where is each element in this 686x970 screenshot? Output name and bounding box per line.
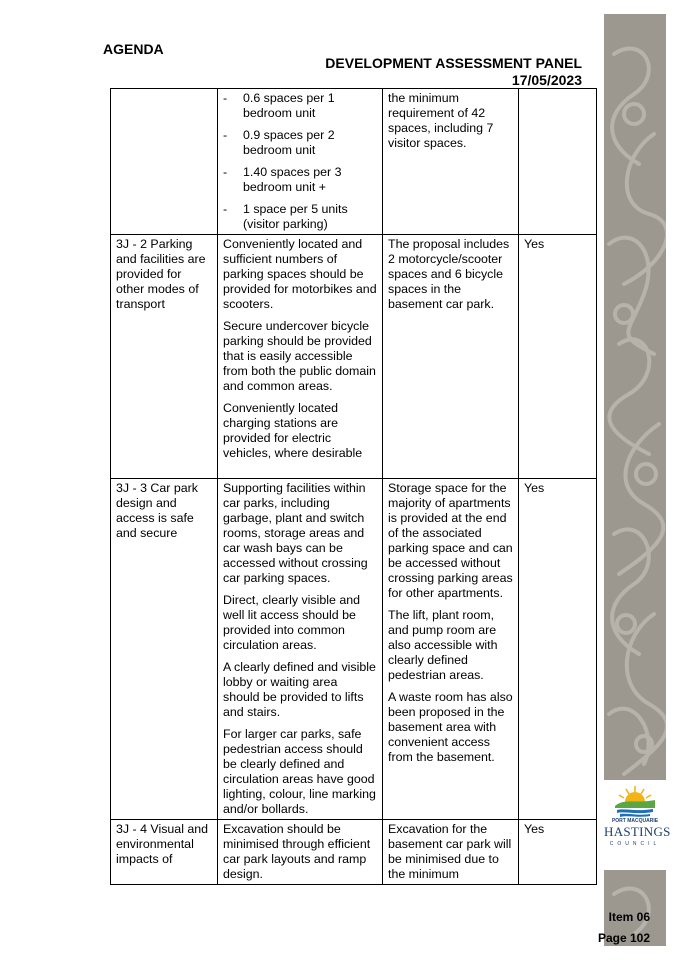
objective-cell: [111, 820, 218, 885]
council-logo-icon: [614, 784, 656, 818]
assessment-table: [110, 88, 597, 885]
complies-cell: Yes: [519, 820, 597, 885]
guidance-cell: [218, 820, 383, 885]
complies-cell: Yes: [519, 235, 597, 479]
objective-cell: [111, 235, 218, 479]
comment-cell: [383, 820, 519, 885]
guidance-text: Secure undercover bicycle parking should be provided that is easily accessible from both the public domain and common areas.: [223, 319, 376, 393]
comment-cell: [383, 479, 519, 820]
guidance-text: Supporting facilities within car parks, including garbage, plant and switch rooms, storage areas and car wash bays can be accessed without crossing car parking spaces.: [223, 481, 368, 585]
guidance-text: A clearly defined and visible lobby or waiting area should be provided to lifts and stairs.: [223, 660, 376, 719]
guidance-cell: [218, 89, 383, 235]
guidance-text: Conveniently located and sufficient numbers of parking spaces should be provided for motorbikes and scooters.: [223, 237, 377, 311]
table-row: [111, 235, 597, 479]
comment-text: Storage space for the majority of apartments is provided at the end of the associated parking space and can be accessed without crossing parking areas for other apartments.: [388, 481, 513, 600]
logo-text-line3: COUNCIL: [609, 841, 661, 847]
table-row: [111, 89, 597, 235]
comment-text: Excavation for the basement car park will be minimised due to the minimum: [388, 822, 512, 881]
page-number: Page 102: [597, 931, 650, 945]
table-row: [111, 479, 597, 820]
guidance-text: Excavation should be minimised through efficient car park layouts and ramp design.: [223, 822, 371, 881]
item-number: Item 06: [608, 910, 650, 924]
table-row: [111, 820, 597, 885]
panel-heading: DEVELOPMENT ASSESSMENT PANEL: [325, 55, 582, 71]
comment-text: A waste room has also been proposed in the basement area with convenient access from the basement.: [388, 690, 513, 764]
list-item: - 1 space per 5 units (visitor parking): [223, 202, 377, 232]
objective-cell: [111, 479, 218, 820]
meeting-date: 17/05/2023: [511, 72, 582, 88]
guidance-text: For larger car parks, safe pedestrian access should be clearly defined and circulation areas have good lighting, colour, line marking and/or bollards.: [223, 727, 376, 816]
list-item: - 0.6 spaces per 1 bedroom unit: [223, 91, 377, 121]
objective-cell: [111, 89, 218, 235]
comment-cell: [383, 235, 519, 479]
list-item: - 1.40 spaces per 3 bedroom unit +: [223, 165, 377, 195]
objective-text: 3J - 4 Visual and environmental impacts of: [116, 822, 209, 866]
logo-text-line1: PORT MACQUARIE: [611, 818, 659, 824]
comment-text: The lift, plant room, and pump room are also accessible with clearly defined pedestrian areas.: [388, 608, 498, 682]
complies-cell: Yes: [519, 479, 597, 820]
parking-rate-list: [223, 91, 377, 232]
complies-cell: [519, 89, 597, 235]
logo-text-line2: HASTINGS: [604, 824, 671, 839]
objective-text: 3J - 2 Parking and facilities are provided for other modes of transport: [116, 237, 206, 311]
guidance-cell: [218, 235, 383, 479]
guidance-text: Conveniently located charging stations are provided for electric vehicles, where desirable: [223, 401, 363, 460]
comment-cell: [383, 89, 519, 235]
agenda-heading: AGENDA: [103, 41, 164, 57]
comment-text: The proposal includes 2 motorcycle/scooter spaces and 6 bicycle spaces in the basement car park.: [388, 237, 510, 311]
council-logo: [604, 780, 671, 870]
guidance-text: Direct, clearly visible and well lit access should be provided into common circulation areas.: [223, 593, 361, 652]
list-item: - 0.9 spaces per 2 bedroom unit: [223, 128, 377, 158]
guidance-cell: [218, 479, 383, 820]
objective-text: 3J - 3 Car park design and access is safe and secure: [116, 481, 198, 540]
comment-text: the minimum requirement of 42 spaces, including 7 visitor spaces.: [388, 91, 494, 150]
